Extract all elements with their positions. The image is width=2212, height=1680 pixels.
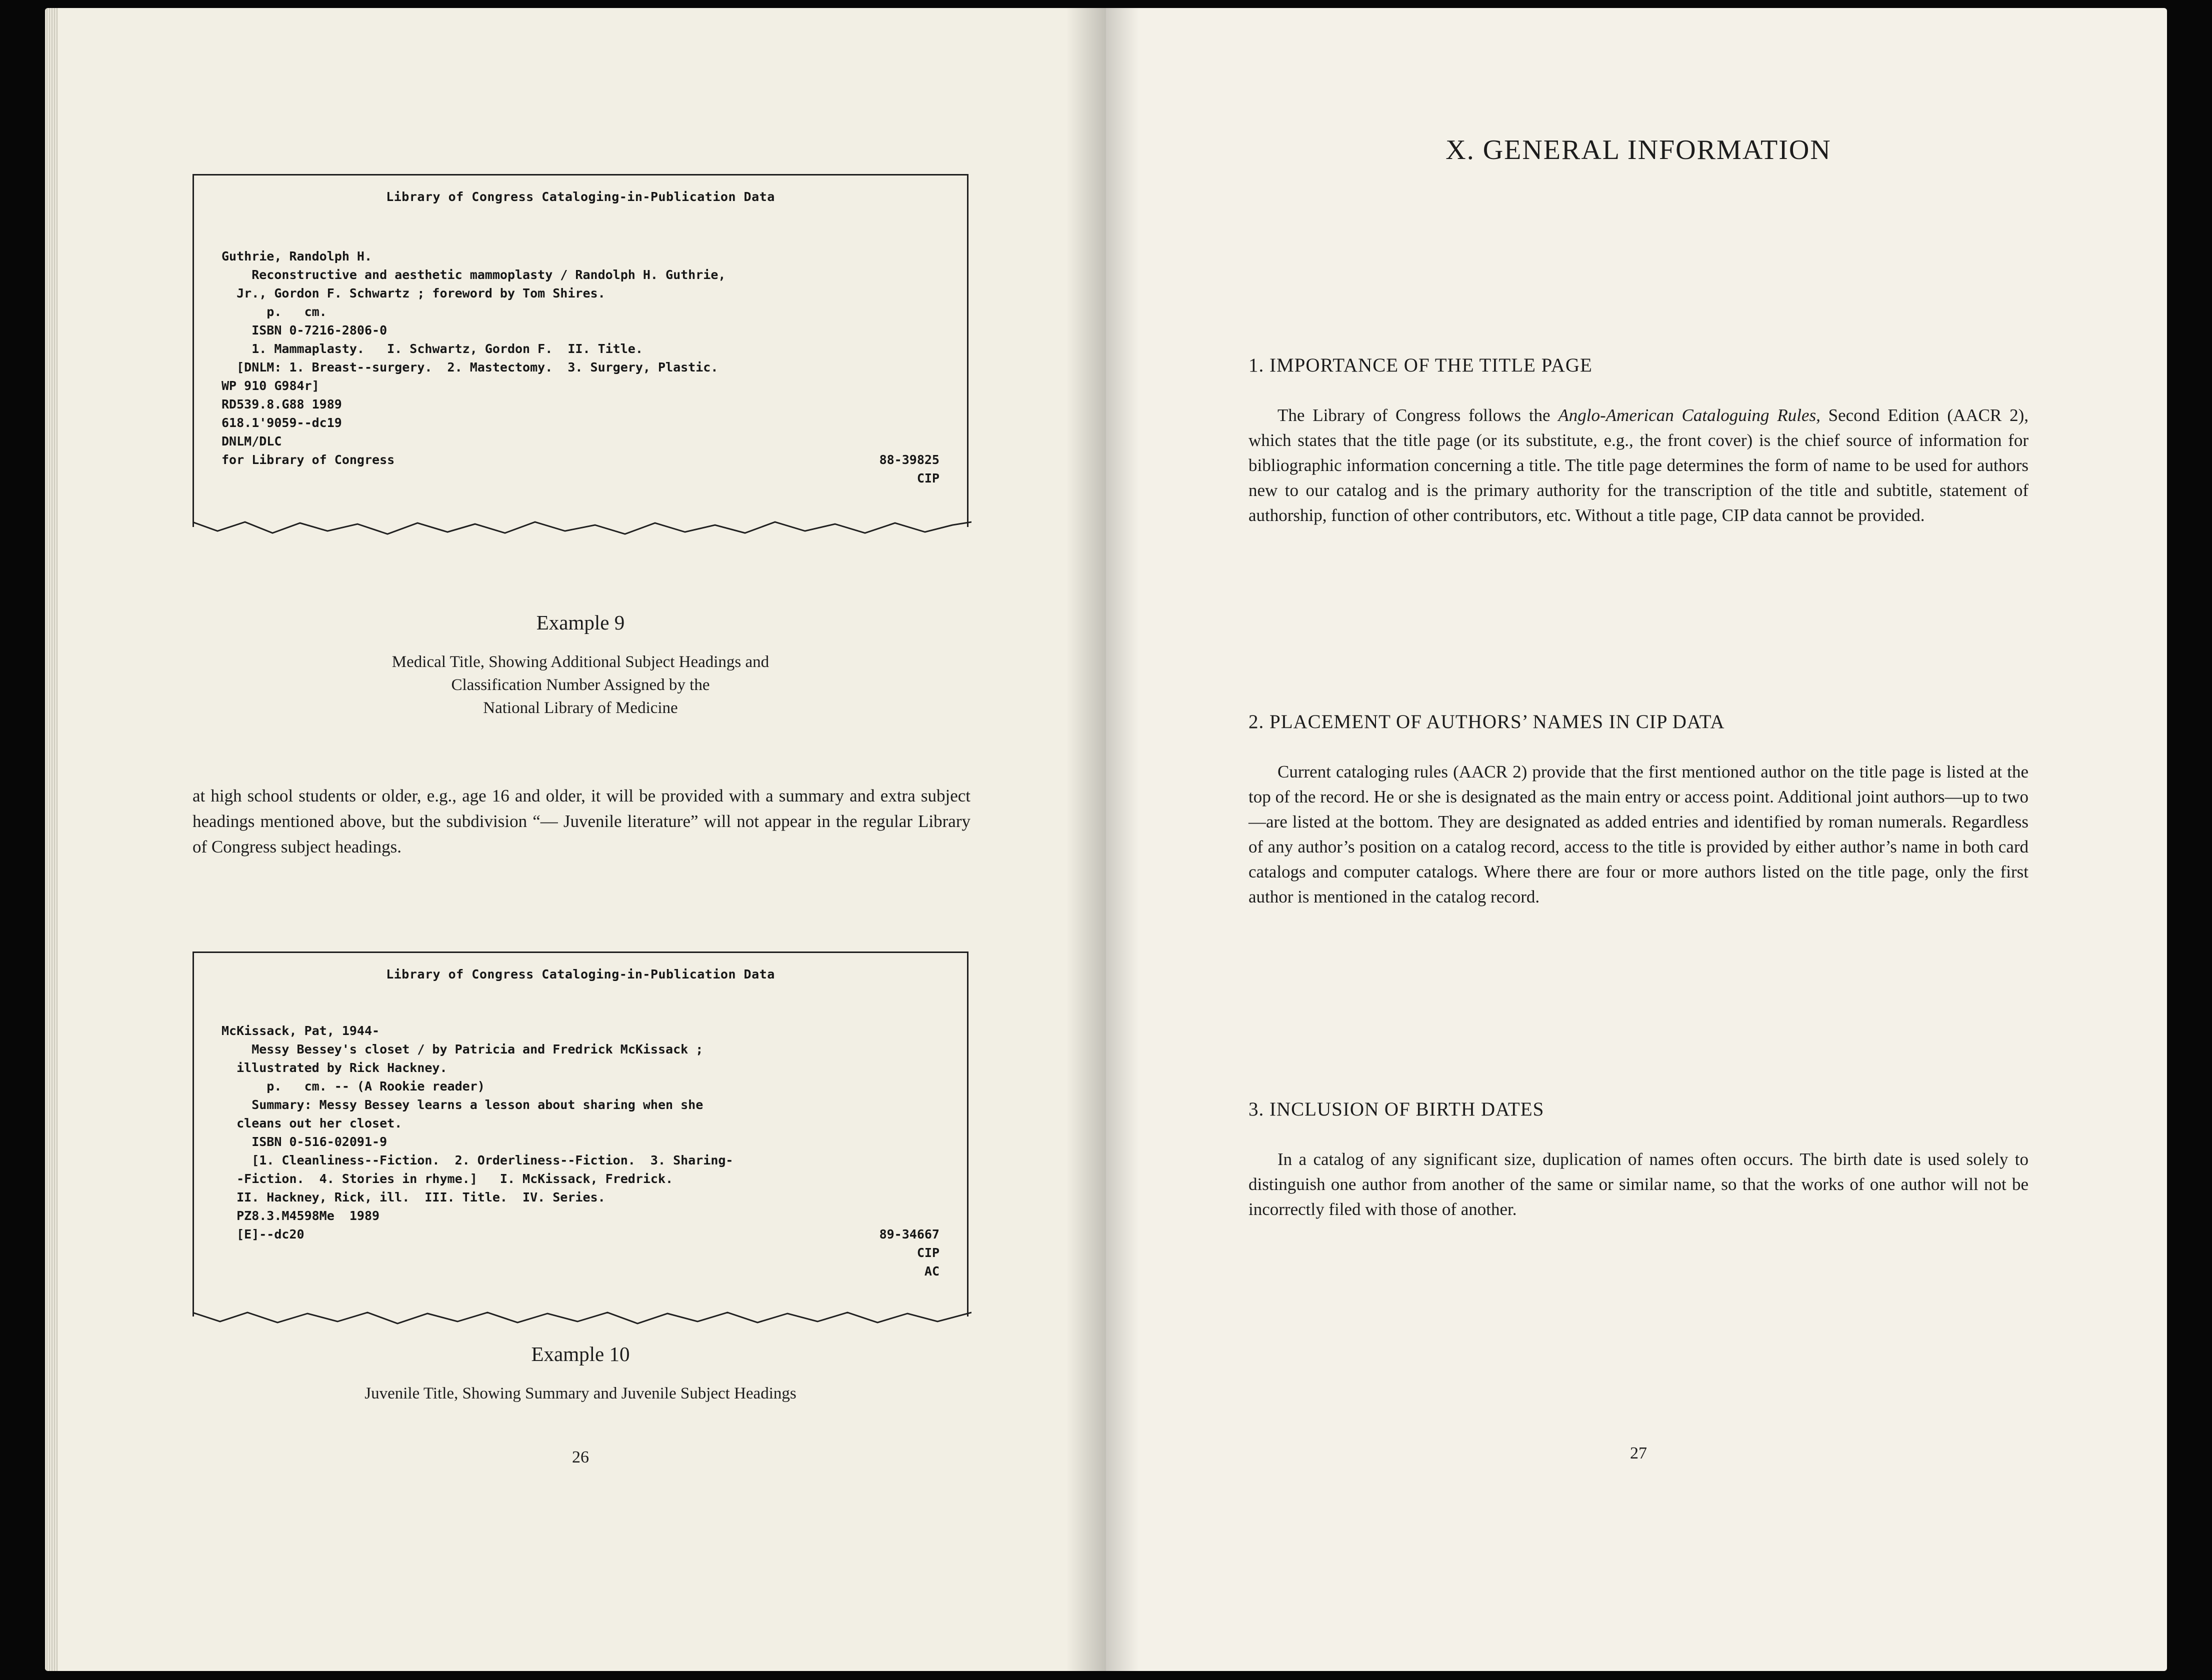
cip-box1-body xyxy=(194,247,967,450)
cip-box2-footer xyxy=(194,1225,967,1244)
cip-line: McKissack, Pat, 1944- xyxy=(222,1024,380,1038)
caption-line: Juvenile Title, Showing Summary and Juvenile Subject Headings xyxy=(364,1384,796,1402)
cip-line: p. cm. xyxy=(222,304,327,319)
cip-line: II. Hackney, Rick, ill. III. Title. IV. Series. xyxy=(222,1190,606,1204)
example-10-caption xyxy=(192,1382,968,1405)
page-number-left: 26 xyxy=(572,1448,589,1466)
cip-footer-left: [E]--dc20 xyxy=(222,1227,304,1242)
paragraph-text: The Library of Congress follows the xyxy=(1278,406,1558,425)
cip-line: DNLM/DLC xyxy=(222,434,282,448)
cip-box2-header: Library of Congress Cataloging-in-Publication Data xyxy=(386,967,775,982)
section-paragraph-2: Current cataloging rules (AACR 2) provide that the first mentioned author on the title page is listed at the top of the record. He or she is designated as the main entry or access point. Additional joint authors—up to two—are listed at the bottom. They are designated as added entries and identified by roman numerals. Regardless of any author’s position on a catalog record, access to the title is provided by either author’s name in both card catalogs and computer catalogs. Where there are four or more authors listed on the title page, only the first author is mentioned in the catalog record. xyxy=(1248,762,2028,906)
italic-title-text: Anglo-American Cataloguing Rules, xyxy=(1558,406,1820,425)
cip-line: Messy Bessey's closet / by Patricia and Fredrick McKissack ; xyxy=(222,1042,704,1056)
example-9-caption xyxy=(192,650,968,720)
caption-line: Classification Number Assigned by the xyxy=(451,676,710,694)
cip-box-example-10 xyxy=(192,952,968,1316)
section-paragraph-3: In a catalog of any significant size, duplication of names often occurs. The birth date is used solely to distinguish one author from another of the same or similar name, so that the works of one author will not be incorrectly filed with those of another. xyxy=(1248,1150,2028,1219)
cip-line: ISBN 0-7216-2806-0 xyxy=(222,323,388,338)
section-paragraph-1 xyxy=(1248,403,2028,528)
caption-line: Medical Title, Showing Additional Subject Headings and xyxy=(392,653,770,671)
cip-line: RD539.8.G88 1989 xyxy=(222,397,342,412)
cip-line: Guthrie, Randolph H. xyxy=(222,249,372,264)
right-page xyxy=(1106,8,2167,1671)
cip-box2-body xyxy=(194,1022,967,1225)
cip-line: cleans out her closet. xyxy=(222,1116,402,1130)
cip-box1-footer xyxy=(194,450,967,469)
cip-record-number: 88-39825 xyxy=(879,452,940,467)
cip-line: 1. Mammaplasty. I. Schwartz, Gordon F. II. Title. xyxy=(222,342,643,356)
cip-line: Jr., Gordon F. Schwartz ; foreword by Tom Shires. xyxy=(222,286,606,300)
left-page xyxy=(45,8,1106,1671)
cip-box1-header: Library of Congress Cataloging-in-Publication Data xyxy=(386,190,775,204)
cip-ac-label: AC xyxy=(924,1264,940,1278)
cip-line: Summary: Messy Bessey learns a lesson about sharing when she xyxy=(222,1098,704,1112)
cip-label: CIP xyxy=(916,1246,940,1260)
cip-label: CIP xyxy=(916,471,940,486)
caption-line: National Library of Medicine xyxy=(483,699,678,717)
cip-line: [1. Cleanliness--Fiction. 2. Orderliness--Fiction. 3. Sharing- xyxy=(222,1153,734,1168)
cip-line: WP 910 G984r] xyxy=(222,378,320,393)
example-9-title: Example 9 xyxy=(536,611,625,634)
body-paragraph: at high school students or older, e.g., age 16 and older, it will be provided with a summary and extra subject headings mentioned above, but the subdivision “— Juvenile literature” will not appear in the regular Library of Congress subject headings. xyxy=(192,786,970,856)
section-heading-2: 2. PLACEMENT OF AUTHORS’ NAMES IN CIP DATA xyxy=(1248,711,1725,732)
paragraph-text: Second Edition (AACR 2), which states that the title page (or its substitute, e.g., the front cover) is the chief source of information for bibliographic information concerning a title. The title page determines the form of name to be used for authors new to our catalog and is the primary authority for the transcription of the title and subtitle, statement of authorship, function of other contributors, etc. Without a title page, CIP data cannot be provided. xyxy=(1248,406,2028,525)
cip-line: PZ8.3.M4598Me 1989 xyxy=(222,1208,380,1223)
book-spread xyxy=(45,8,2167,1671)
example-10-title: Example 10 xyxy=(531,1342,630,1366)
cip-record-number: 89-34667 xyxy=(879,1227,940,1242)
section-heading-3: 3. INCLUSION OF BIRTH DATES xyxy=(1248,1098,1544,1120)
cip-line: [DNLM: 1. Breast--surgery. 2. Mastectomy. 3. Surgery, Plastic. xyxy=(222,360,718,374)
cip-line: 618.1'9059--dc19 xyxy=(222,416,342,430)
cip-line: Reconstructive and aesthetic mammoplasty / Randolph H. Guthrie, xyxy=(222,268,726,282)
torn-edge xyxy=(192,1308,972,1328)
cip-footer-left: for Library of Congress xyxy=(222,452,395,467)
section-heading-1: 1. IMPORTANCE OF THE TITLE PAGE xyxy=(1248,354,1592,376)
chapter-title: X. GENERAL INFORMATION xyxy=(1446,134,1832,166)
cip-line: -Fiction. 4. Stories in rhyme.] I. McKissack, Fredrick. xyxy=(222,1172,674,1186)
page-number-right: 27 xyxy=(1630,1444,1647,1462)
cip-line: ISBN 0-516-02091-9 xyxy=(222,1134,388,1149)
cip-line: p. cm. -- (A Rookie reader) xyxy=(222,1079,485,1094)
cip-line: illustrated by Rick Hackney. xyxy=(222,1060,448,1075)
cip-box-example-9 xyxy=(192,174,968,527)
torn-edge xyxy=(192,518,972,538)
